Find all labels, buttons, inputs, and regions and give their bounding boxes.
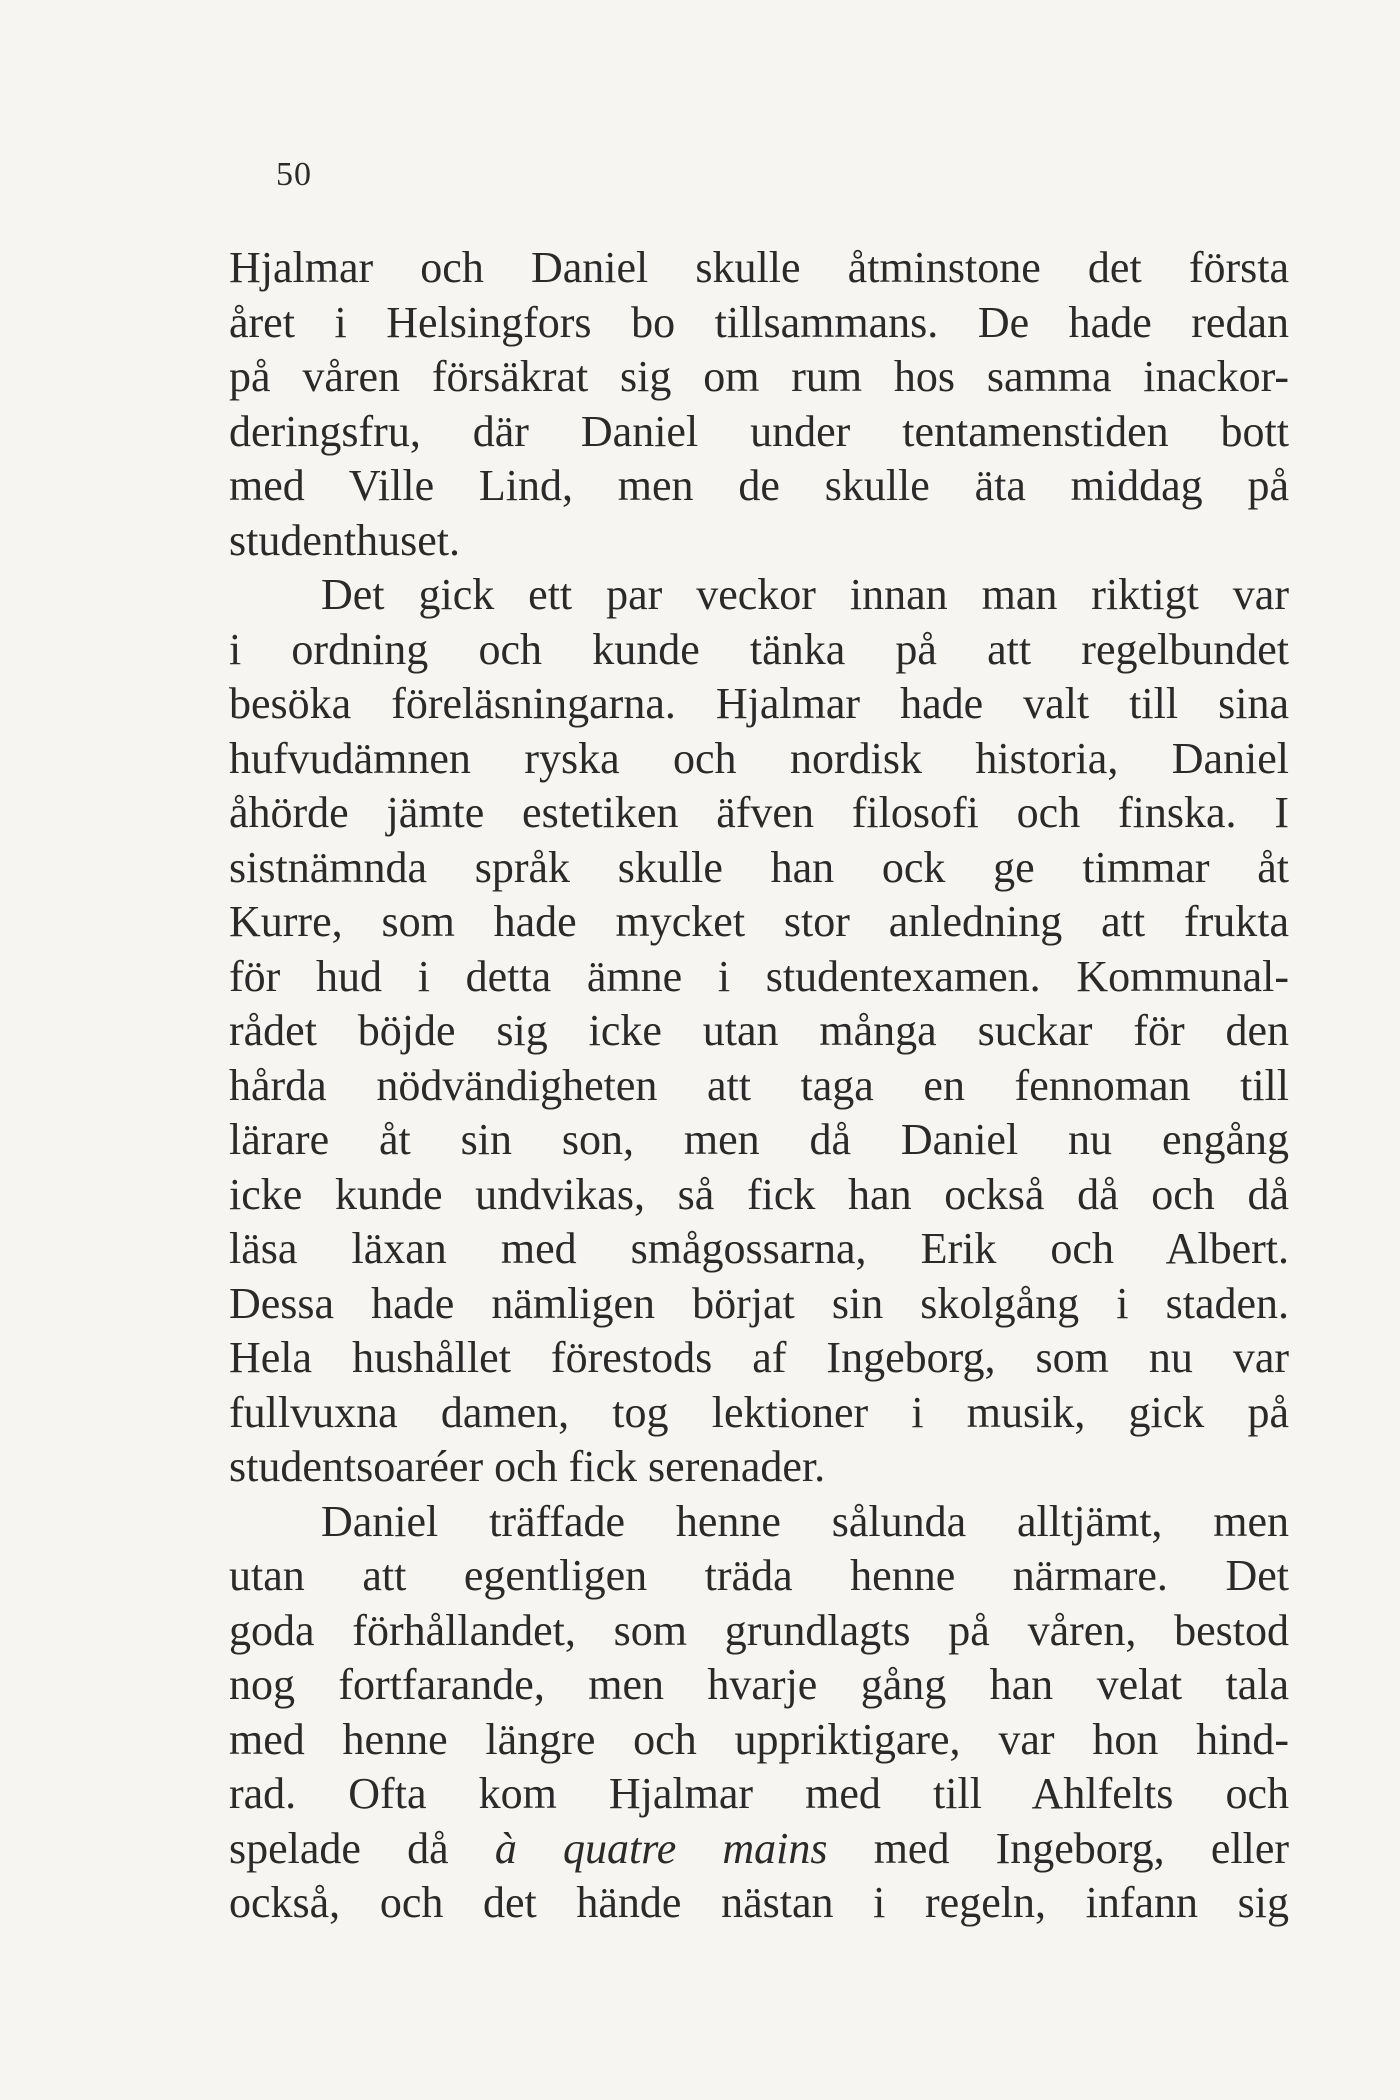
page-number: 50 <box>276 156 312 193</box>
text-line: Daniel träffade henne sålunda alltjämt, men <box>321 1496 1289 1546</box>
text-line: rad. Ofta kom Hjalmar med till Ahlfelts och <box>229 1769 1289 1818</box>
text-line: studentsoaréer och fick serenader. <box>229 1442 826 1491</box>
text-line: med Ville Lind, men de skulle äta middag på <box>229 461 1289 510</box>
text-line: Dessa hade nämligen börjat sin skolgång i staden. <box>229 1278 1289 1328</box>
text-line: Det gick ett par veckor innan man riktigt var <box>321 570 1289 619</box>
text-line: sistnämnda språk skulle han ock ge timmar åt <box>229 842 1289 892</box>
body-text <box>229 241 1289 1931</box>
text-line: fullvuxna damen, tog lektioner i musik, gick på <box>229 1387 1289 1437</box>
text-line: rådet böjde sig icke utan många suckar för den <box>229 1006 1289 1055</box>
text-line: Kurre, som hade mycket stor anledning att frukta <box>229 897 1289 946</box>
text-line: hufvudämnen ryska och nordisk historia, Daniel <box>229 733 1289 783</box>
text-line: för hud i detta ämne i studentexamen. Kommunal- <box>229 951 1289 1001</box>
text-line: åhörde jämte estetiken äfven filosofi och finska. I <box>229 788 1289 837</box>
text-line: på våren försäkrat sig om rum hos samma inackor- <box>229 352 1289 401</box>
text-line: besöka föreläsningarna. Hjalmar hade valt till sina <box>229 679 1289 728</box>
text-line: utan att egentligen träda henne närmare. Det <box>229 1551 1289 1600</box>
text-line: goda förhållandet, som grundlagts på våren, bestod <box>229 1605 1289 1655</box>
text-line: lärare åt sin son, men då Daniel nu engång <box>229 1115 1289 1164</box>
text-line: nog fortfarande, men hvarje gång han velat tala <box>229 1660 1289 1709</box>
text-line: med henne längre och uppriktigare, var hon hind- <box>229 1714 1289 1764</box>
italic-phrase: à quatre mains <box>494 1823 828 1873</box>
text-line: studenthuset. <box>229 515 460 565</box>
text-line: Hjalmar och Daniel skulle åtminstone det första <box>229 243 1289 292</box>
text-line: Hela hushållet förestods af Ingeborg, som nu var <box>229 1333 1289 1382</box>
text-segment: med Ingeborg, eller <box>827 1823 1289 1873</box>
text-line: också, och det hände nästan i regeln, infann sig <box>229 1878 1289 1927</box>
text-line: i ordning och kunde tänka på att regelbundet <box>229 624 1289 674</box>
text-line-with-italic <box>229 1822 1289 1877</box>
text-line: året i Helsingfors bo tillsammans. De hade redan <box>229 297 1289 347</box>
text-line: deringsfru, där Daniel under tentamenstiden bott <box>229 406 1289 456</box>
text-line: läsa läxan med smågossarna, Erik och Albert. <box>229 1224 1289 1273</box>
text-segment: spelade då <box>229 1823 495 1873</box>
text-line: hårda nödvändigheten att taga en fennoman till <box>229 1060 1289 1110</box>
text-line: icke kunde undvikas, så fick han också då och då <box>229 1169 1289 1219</box>
